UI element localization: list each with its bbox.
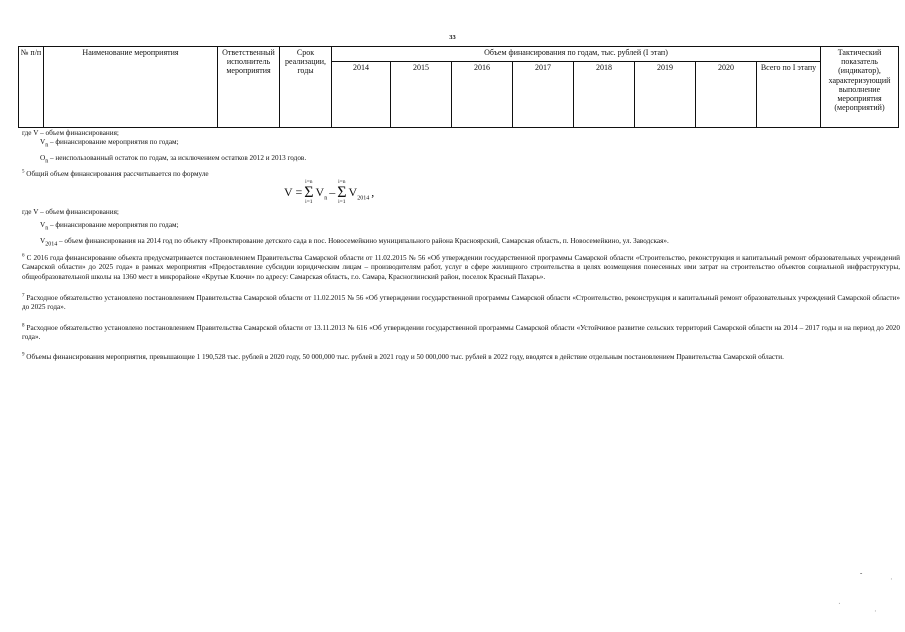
footnote-5: $^5$ Общий объем финансирования рассчитывается по формуле [22,170,209,179]
scan-speck: ˌ [890,572,893,580]
header-activity-name: Наименование мероприятия [44,47,218,128]
header-year: 2020 [696,62,757,128]
header-year: 2017 [513,62,574,128]
header-indicator: Тактический показатель (индикатор), характеризующий выполнение мероприятия (мероприятий) [821,47,899,128]
footnote-7: $^7$ Расходное обязательство установлено постановлением Правительства Самарской области от 11.02.2015 № 56 «Об утверждении государственной программы Самарской области «Строительство, реконструкция и капитальный ремонт образовательных учреждений Самарской области» до 2025 года». [22,293,900,311]
scan-speck: ˈ [838,602,841,610]
where-line-1: где V – объем финансирования; [22,129,119,137]
on-definition: $O_n$ – неиспользованный остаток по годам, за исключением остатков 2012 и 2013 годов. [40,154,307,165]
total-funding-formula: V = i=n Σ i=1 $V_n$ – i=n Σ i=1 $V_{2014}$ , [284,179,375,205]
v2014-definition: $V_{2014}$ – объем финансирования на 2014 год по объекту «Проектирование детского сада в пос. Новосемейкино муниципального района Красноярский, Самарская область, п. Новосемейкино, ул. Заводская». [40,236,669,248]
header-year: 2019 [635,62,696,128]
header-total: Всего по I этапу [757,62,821,128]
header-year: 2018 [574,62,635,128]
footnote-8: $^8$ Расходное обязательство установлено постановлением Правительства Самарской области от 13.11.2013 № 616 «Об утверждении государственной программы Самарской области «Устойчивое развитие сельских территорий Самарской области на 2014 – 2017 годы и на период до 2020 года». [22,323,900,342]
funding-table-header [18,46,899,128]
header-number: № п/п [19,47,44,128]
scan-speck: ˘ [860,572,863,580]
footnote-9: $^9$ Объемы финансирования мероприятия, превышающие 1 190,528 тыс. рублей в 2020 году, 50 000,000 тыс. рублей в 2021 году и 50 000,000 тыс. рублей в 2022 году, вводятся в действие отдельным постановлением Правительства Самарской области. [22,352,784,361]
header-executor: Ответственный исполнитель мероприятия [218,47,280,128]
vn-definition-1: $V_n$ – финансирование мероприятия по годам; [40,138,179,149]
header-year: 2015 [391,62,452,128]
header-year: 2014 [332,62,391,128]
vn-definition-2: $V_n$ – финансирование мероприятия по годам; [40,220,179,232]
page-number: 33 [449,34,456,41]
header-year: 2016 [452,62,513,128]
footnotes [22,129,900,362]
footnote-6: $^6$ С 2016 года финансирование объекта предусматривается постановлением Правительства Самарской области от 11.02.2015 № 56 «Об утверждении государственной программы Самарской области «Строительство, реконструкция и капитальный ремонт образовательных учреждений Самарской области» до 2025 года» в рамках мероприятия «Предоставление субсидии юридическим лицам – производителям работ, услуг в сфере жилищного строительства в целях возмещения понесенных ими затрат на строительство объектов социальной инфраструктуры, общеобразовательной школы на 1360 мест в микрорайоне «Крутые Ключи» по адресу: Самарская область, г.о. Самара, Красноглинский район, поселок Красный Пахарь». [22,253,900,281]
where-line-2: где V – объем финансирования; [22,207,119,216]
sum-symbol: i=n Σ i=1 [337,179,347,205]
header-term: Срок реализации, годы [280,47,332,128]
sum-symbol: i=n Σ i=1 [304,179,314,205]
scan-speck: ˌ [874,604,877,612]
header-funding: Объем финансирования по годам, тыс. рублей (I этап) [332,47,821,62]
